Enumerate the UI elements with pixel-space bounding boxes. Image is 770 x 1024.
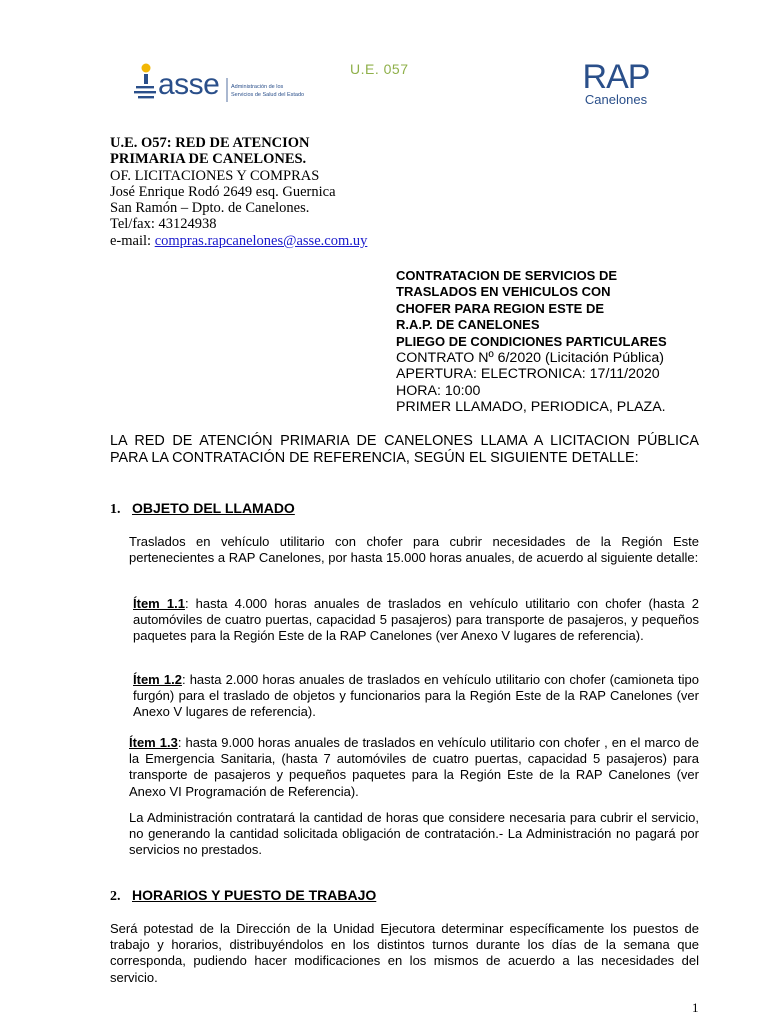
section-number: 1. [110, 502, 121, 517]
item-label: Ítem 1.1 [133, 596, 185, 611]
contract-number: CONTRATO Nº 6/2020 (Licitación Pública) [396, 350, 665, 367]
address-line: San Ramón – Dpto. de Canelones. [110, 200, 310, 217]
contract-title-line: R.A.P. DE CANELONES [396, 317, 540, 333]
section-heading [110, 887, 376, 905]
asse-logo-subtitle: Servicios de Salud del Estado [231, 92, 305, 98]
address-line: Tel/fax: 43124938 [110, 216, 217, 233]
contract-call: PRIMER LLAMADO, PERIODICA, PLAZA. [396, 399, 666, 416]
section-heading [110, 500, 295, 518]
contract-title-line: PLIEGO DE CONDICIONES PARTICULARES [396, 333, 667, 349]
item-text: : hasta 9.000 horas anuales de traslados en vehículo utilitario con chofer , en el marco de la Emergencia Sanitaria, (hasta 7 automóviles de cuatro puertas, capacidad 5 pasajeros) para transporte de pasajeros y pequeños paquetes para la Región Este de la RAP Canelones (ver Anexo VI Programación de Referencia). [129, 735, 699, 799]
paragraph: Será potestad de la Dirección de la Unidad Ejecutora determinar específicamente los puestos de trabajo y horarios, distribuyéndolos en los distintos turnos durante los días de la semana que corresponda, pudiendo hacer modificaciones en los mismos de acuerdo a las necesidades del servicio. [110, 921, 699, 985]
rap-logo [575, 60, 657, 110]
address-line: OF. LICITACIONES Y COMPRAS [110, 167, 320, 184]
paragraph: Traslados en vehículo utilitario con chofer para cubrir necesidades de la Región Este pertenecientes a RAP Canelones, por hasta 15.000 horas anuales, de acuerdo al siguiente detalle: [129, 534, 699, 566]
section-number: 2. [110, 889, 121, 904]
email-label: e-mail: [110, 232, 155, 249]
item-paragraph [133, 596, 699, 645]
address-line: José Enrique Rodó 2649 esq. Guernica [110, 183, 336, 200]
address-line: U.E. O57: RED DE ATENCION [110, 135, 310, 151]
section-title: OBJETO DEL LLAMADO [132, 500, 295, 516]
contract-block [396, 268, 667, 416]
asse-logo-text: asse [158, 68, 220, 101]
asse-logo [132, 62, 305, 106]
address-block [110, 135, 367, 249]
paragraph: La Administración contratará la cantidad de horas que considere necesaria para cubrir el servicio, no generando la cantidad solicitada obligación de contratación.- La Administración no pagará por servicios no prestados. [129, 810, 699, 858]
address-line: PRIMARIA DE CANELONES. [110, 151, 307, 168]
contract-time: HORA: 10:00 [396, 382, 481, 399]
rap-logo-main: RAP [582, 58, 650, 96]
item-paragraph [129, 735, 699, 800]
intro-paragraph: LA RED DE ATENCIÓN PRIMARIA DE CANELONES LLAMA A LICITACION PÚBLICA PARA LA CONTRATACIÓN DE REFERENCIA, SEGÚN EL SIGUIENTE DETALLE: [110, 433, 699, 466]
ue-code: U.E. 057 [350, 61, 409, 77]
item-text: : hasta 4.000 horas anuales de traslados en vehículo utilitario con chofer (hasta 2 automóviles de cuatro puertas, capacidad 5 pasajeros) para transporte de pasajeros, y pequeños paquetes para la Región Este de la RAP Canelones (ver Anexo V lugares de referencia). [133, 596, 699, 644]
contract-title-line: TRASLADOS EN VEHICULOS CON [396, 284, 611, 300]
contract-title-line: CONTRATACION DE SERVICIOS DE [396, 268, 618, 283]
email-line [110, 233, 367, 249]
item-label: Ítem 1.2 [133, 672, 182, 687]
item-paragraph [133, 672, 699, 721]
email-link[interactable]: compras.rapcanelones@asse.com.uy [154, 232, 368, 249]
contract-opening: APERTURA: ELECTRONICA: 17/11/2020 [396, 366, 660, 383]
rap-logo-sub: Canelones [584, 92, 648, 107]
item-text: : hasta 2.000 horas anuales de traslados en vehículo utilitario con chofer (camioneta tipo furgón) para el traslado de objetos y funcionarios para la Región Este de la RAP Canelones (ver Anexo V lugares de referencia). [133, 672, 700, 720]
page-number: 1 [692, 1000, 699, 1015]
item-label: Ítem 1.3 [129, 735, 178, 750]
asse-logo-subtitle: Administración de los [231, 84, 284, 90]
section-title: HORARIOS Y PUESTO DE TRABAJO [132, 887, 377, 903]
contract-title-line: CHOFER PARA REGION ESTE DE [396, 300, 605, 316]
